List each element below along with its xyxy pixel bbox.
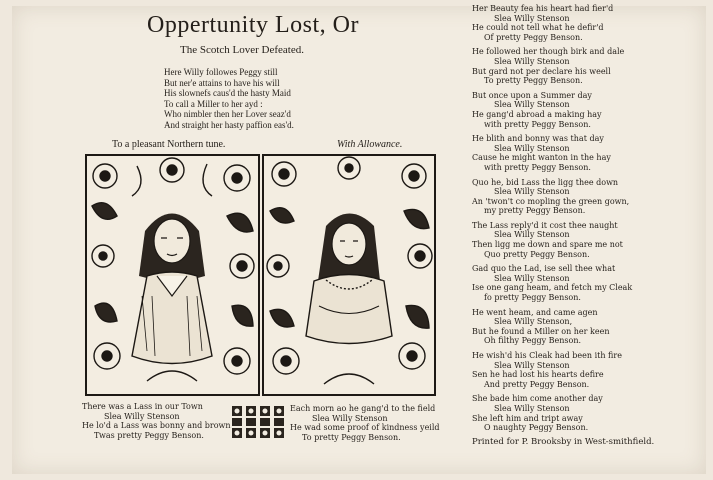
verse-line: But gard not per declare his weell (472, 66, 611, 76)
verse-line: Slea Willy Stenson (494, 403, 570, 413)
verse-line: O naughty Peggy Benson. (484, 423, 589, 433)
verse-line: But he found a Miller on her keen (472, 326, 610, 336)
verse-line: Slea Willy Stenson (494, 100, 570, 110)
verse-line: my pretty Peggy Benson. (484, 206, 586, 216)
argument-line: But ner'e attains to have his will (164, 77, 280, 88)
verse-stanza (472, 351, 692, 389)
allowance-line: With Allowance. (337, 139, 403, 150)
verse-line: Slea Willy Stenson, (494, 317, 573, 327)
verse-line: Twas pretty Peggy Benson. (94, 430, 204, 440)
verse-line: He wad some proof of kindness yeild (290, 423, 440, 432)
verse-column-right (472, 4, 692, 447)
verse-line: Slea Willy Stenson (494, 143, 570, 153)
verse-line: She bade him come another day (472, 394, 603, 404)
verse-line: The Lass reply'd it cost thee naught (472, 220, 618, 230)
argument-line: Who nimbler then her Lover seaz'd (164, 109, 291, 120)
verse-stanza (472, 221, 692, 259)
argument-line: Here Willy followes Peggy still (164, 67, 278, 77)
verse-line: An 'twon't co mopling the green gown, (472, 196, 630, 206)
verse-line: Slea Willy Stenson (104, 411, 180, 421)
verse-line: with pretty Peggy Benson. (484, 162, 591, 172)
argument-verse (164, 67, 294, 131)
woodcut-woman-portrait (262, 154, 436, 396)
verse-line: He could not tell what he defir'd (472, 23, 604, 33)
verse-stanza-2 (290, 404, 440, 442)
argument-line: To call a Miller to her ayd : (164, 98, 263, 109)
verse-stanza (472, 4, 692, 42)
verse-line: with pretty Peggy Benson. (484, 119, 591, 129)
verse-line: Oh filthy Peggy Benson. (484, 336, 582, 346)
verse-line: Slea Willy Stenson (494, 56, 570, 66)
verse-stanza (472, 134, 692, 172)
verse-stanza (472, 178, 692, 216)
argument-line: His slownefs caus'd the hasty Maid (164, 88, 291, 99)
verse-line: Slea Willy Stenson (494, 230, 570, 240)
verse-line: Slea Willy Stenson (494, 273, 570, 283)
verse-line: He went heam, and came agen (472, 307, 598, 317)
verse-line: And pretty Peggy Benson. (484, 379, 590, 389)
verse-line: There was a Lass in our Town (82, 402, 203, 411)
printer-imprint: Printed for P. Brooksby in West-smithfield. (472, 436, 655, 447)
printers-ornament (230, 404, 286, 440)
verse-stanza (472, 308, 692, 346)
ballad-subtitle: The Scotch Lover Defeated. (180, 44, 304, 56)
tune-line: To a pleasant Northern tune. (112, 139, 226, 150)
verse-stanza-1 (82, 402, 231, 440)
verse-line: He followed her though birk and dale (472, 47, 625, 57)
verse-line: Ise one gang heam, and fetch my Cleak (472, 283, 633, 293)
verse-line: Quo he, bid Lass the ligg thee down (472, 177, 619, 187)
verse-line: He wish'd his Cleak had been ith fire (472, 351, 622, 360)
verse-line: Slea Willy Stenson (494, 187, 570, 197)
verse-line: Cause he might wanton in the hay (472, 153, 611, 163)
verse-line: Slea Willy Stenson (494, 360, 570, 370)
verse-stanza (472, 264, 692, 302)
verse-line: To pretty Peggy Benson. (302, 432, 401, 442)
verse-line: Slea Willy Stenson (494, 13, 570, 23)
verse-stanza (472, 91, 692, 129)
verse-line: To pretty Peggy Benson. (484, 76, 583, 86)
verse-line: He lo'd a Lass was bonny and brown (82, 421, 231, 430)
verse-line: She left him and tript away (472, 413, 583, 423)
verse-line: Gad quo the Lad, ise sell thee what (472, 264, 616, 274)
verse-line: He gang'd abroad a making hay (472, 109, 602, 119)
argument-line: And straight her hasty paffion eas'd. (164, 119, 294, 130)
verse-line: Of pretty Peggy Benson. (484, 32, 583, 42)
verse-stanza (472, 47, 692, 85)
verse-line: Her Beauty fea his heart had fier'd (472, 4, 614, 13)
verse-line: Slea Willy Stenson (312, 413, 388, 423)
verse-line: Each morn ao he gang'd to the field (290, 404, 436, 413)
verse-line: fo pretty Peggy Benson. (484, 293, 581, 303)
ballad-title: Oppertunity Lost, Or (147, 12, 359, 38)
verse-line: Sen he had lost his hearts defire (472, 370, 604, 380)
verse-line: Quo pretty Peggy Benson. (484, 249, 590, 259)
verse-line: But once upon a Summer day (472, 90, 592, 100)
woodcut-man-portrait (85, 154, 260, 396)
verse-line: Then ligg me down and spare me not (472, 240, 623, 250)
verse-line: He blith and bonny was that day (472, 134, 604, 144)
verse-stanza (472, 394, 692, 432)
